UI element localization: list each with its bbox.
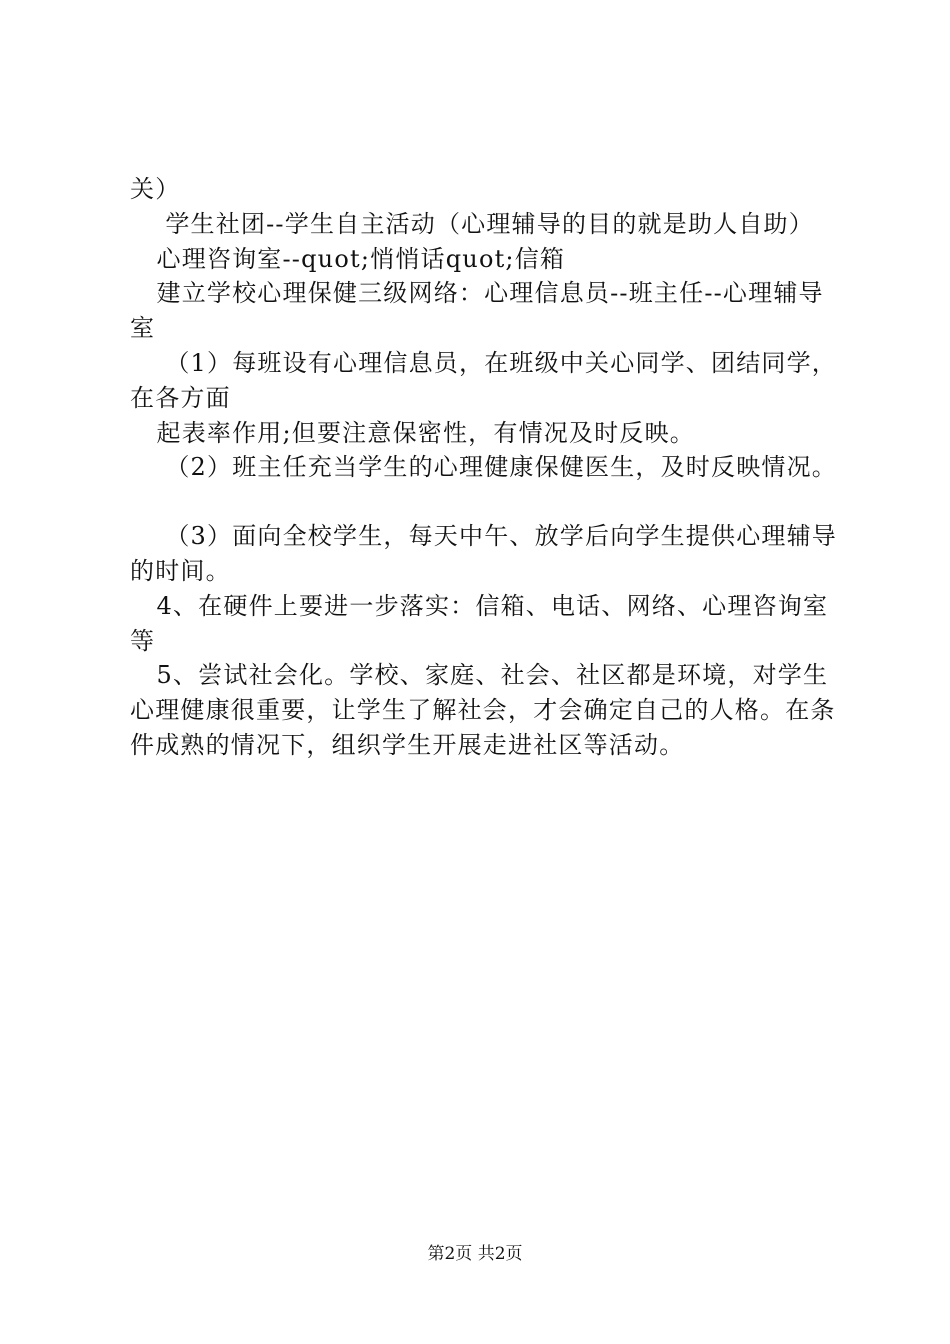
page-number-footer: 第2页 共2页 [427,1244,523,1264]
paragraph-student-clubs: 学生社团--学生自主活动（心理辅导的目的就是助人自助） [130,209,814,238]
paragraph-counseling-room: 心理咨询室--quot;悄悄话quot;信箱 [130,244,566,273]
paragraph-three-level-network: 建立学校心理保健三级网络：心理信息员--班主任--心理辅导室 [130,279,824,343]
document-body [130,172,840,763]
paragraph-item-1: （1）每班设有心理信息员，在班级中关心同学、团结同学，在各方面 [130,348,837,412]
paragraph-point-4: 4、在硬件上要进一步落实：信箱、电话、网络、心理咨询室等 [130,591,829,655]
paragraph-continuation: 关） [130,175,181,203]
paragraph-item-1-continued: 起表率作用;但要注意保密性，有情况及时反映。 [130,418,695,447]
paragraph-item-2: （2）班主任充当学生的心理健康保健医生，及时反映情况。 [130,453,837,482]
paragraph-point-5: 5、尝试社会化。学校、家庭、社会、社区都是环境，对学生心理健康很重要，让学生了解社会，才会确定自己的人格。在条件成熟的情况下，组织学生开展走进社区等活动。 [130,661,836,759]
blank-line [130,485,840,519]
paragraph-item-3: （3）面向全校学生，每天中午、放学后向学生提供心理辅导的时间。 [130,522,837,585]
